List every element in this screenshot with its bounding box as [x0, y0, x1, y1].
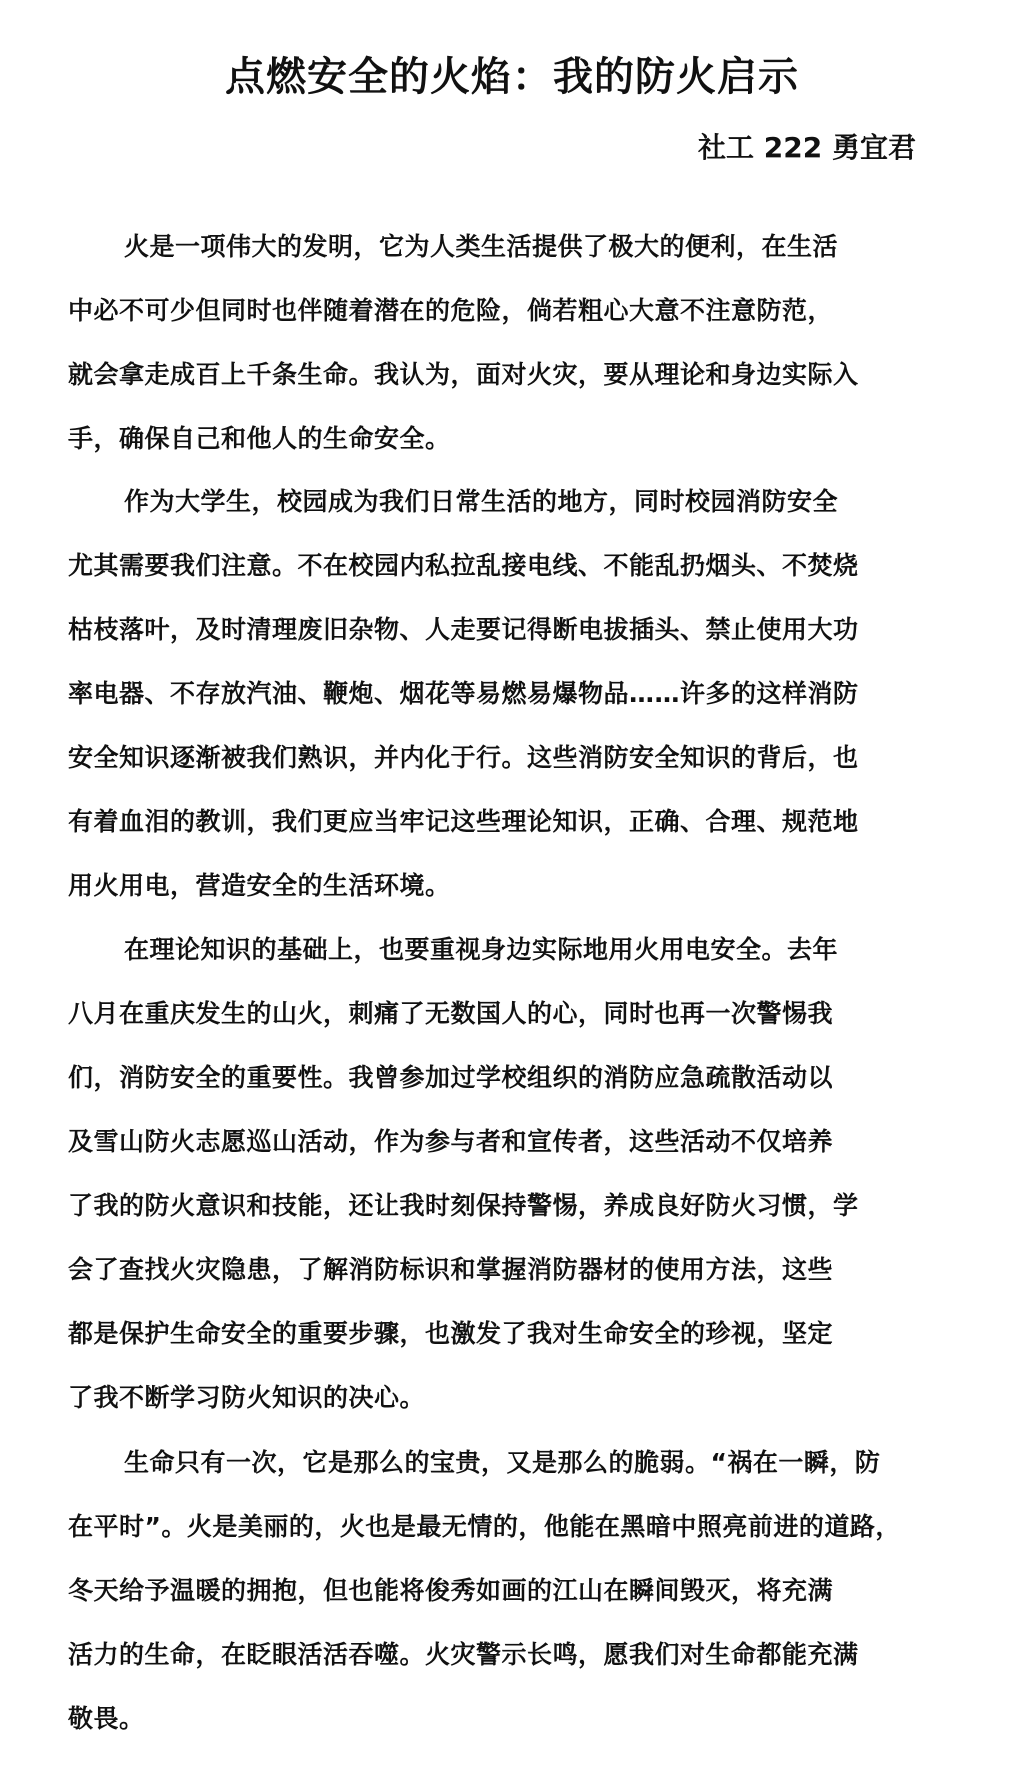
paragraph-line: 了我的防火意识和技能，还让我时刻保持警惕，养成良好防火习惯，学 — [68, 1191, 859, 1220]
paragraph-line: 安全知识逐渐被我们熟识，并内化于行。这些消防安全知识的背后，也 — [68, 743, 859, 772]
paragraph-line: 会了查找火灾隐患，了解消防标识和掌握消防器材的使用方法，这些 — [68, 1255, 834, 1284]
paragraph-line: 敬畏。 — [68, 1704, 145, 1733]
paragraph-line: 尤其需要我们注意。不在校园内私拉乱接电线、不能乱扔烟头、不焚烧 — [68, 551, 859, 580]
author-line: 社工 222 勇宜君 — [698, 131, 916, 164]
paragraph-line: 作为大学生，校园成为我们日常生活的地方，同时校园消防安全 — [124, 487, 839, 516]
paragraph-line: 冬天给予温暖的拥抱，但也能将俊秀如画的江山在瞬间毁灭，将充满 — [68, 1576, 834, 1605]
paragraph-line: 在理论知识的基础上，也要重视身边实际地用火用电安全。去年 — [124, 935, 839, 964]
paragraph-line: 活力的生命，在眨眼活活吞噬。火灾警示长鸣，愿我们对生命都能充满 — [68, 1640, 859, 1669]
paragraph-line: 就会拿走成百上千条生命。我认为，面对火灾，要从理论和身边实际入 — [68, 360, 859, 389]
paragraph-line: 生命只有一次，它是那么的宝贵，又是那么的脆弱。“祸在一瞬，防 — [124, 1448, 881, 1477]
paragraph-line: 八月在重庆发生的山火，刺痛了无数国人的心，同时也再一次警惕我 — [68, 999, 834, 1028]
essay-title: 点燃安全的火焰：我的防火启示 — [225, 53, 799, 100]
paragraph-line: 了我不断学习防火知识的决心。 — [68, 1383, 426, 1412]
paragraph-line: 中必不可少但同时也伴随着潜在的危险，倘若粗心大意不注意防范， — [68, 296, 834, 325]
paragraph-line: 都是保护生命安全的重要步骤，也激发了我对生命安全的珍视，坚定 — [68, 1319, 834, 1348]
paragraph-line: 用火用电，营造安全的生活环境。 — [68, 871, 451, 900]
paragraph-line: 在平时”。火是美丽的，火也是最无情的，他能在黑暗中照亮前进的道路， — [68, 1512, 901, 1541]
paragraph-line: 枯枝落叶，及时清理废旧杂物、人走要记得断电拔插头、禁止使用大功 — [68, 615, 859, 644]
paragraph-line: 们，消防安全的重要性。我曾参加过学校组织的消防应急疏散活动以 — [68, 1063, 834, 1092]
paragraph-line: 有着血泪的教训，我们更应当牢记这些理论知识，正确、合理、规范地 — [68, 807, 859, 836]
paragraph-line: 火是一项伟大的发明，它为人类生活提供了极大的便利，在生活 — [124, 232, 839, 261]
paragraph-line: 及雪山防火志愿巡山活动，作为参与者和宣传者，这些活动不仅培养 — [68, 1127, 834, 1156]
paragraph-line: 率电器、不存放汽油、鞭炮、烟花等易燃易爆物品……许多的这样消防 — [68, 679, 859, 708]
paragraph-line: 手，确保自己和他人的生命安全。 — [68, 424, 451, 453]
